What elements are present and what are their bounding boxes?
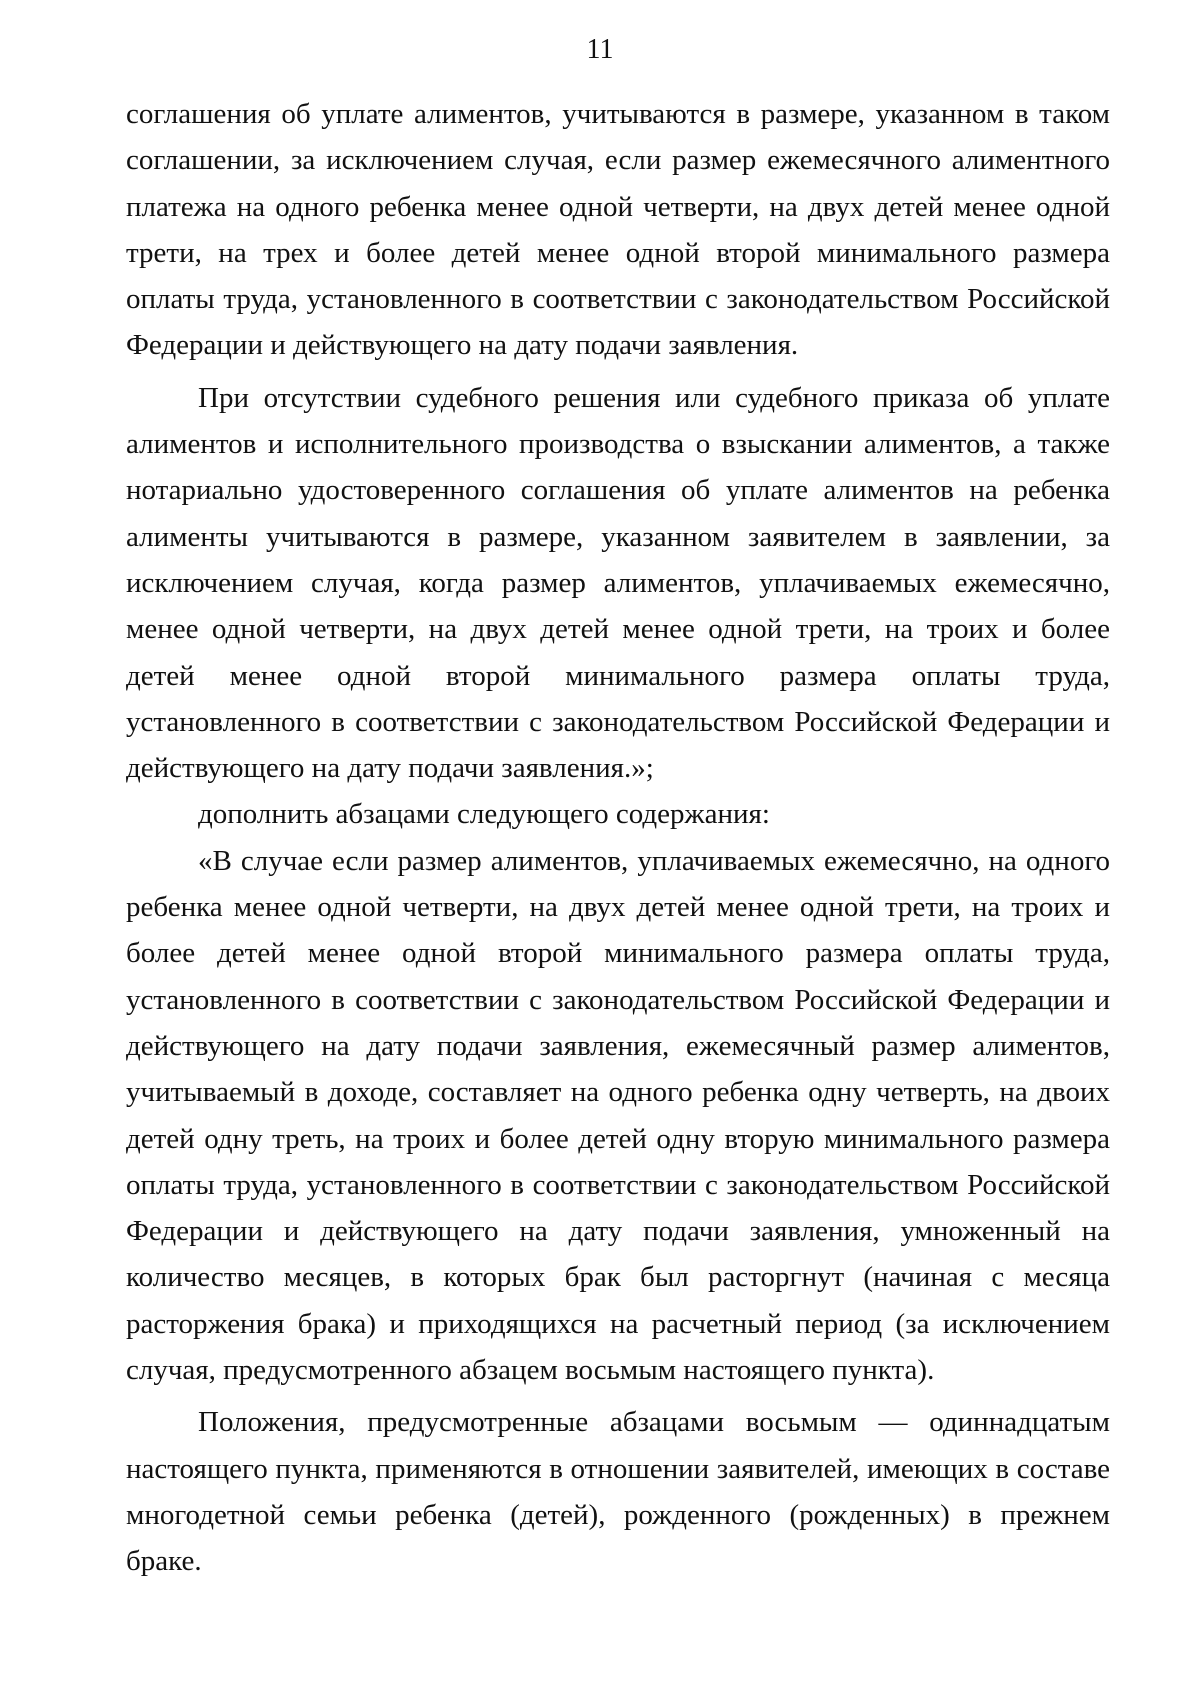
document-body [126, 91, 1110, 1585]
paragraph-alimony-minimum-rule: «В случае если размер алиментов, уплачиваемых ежемесячно, на одного ребенка менее одной четверти, на двух детей менее одной трети, на троих и более детей менее одной второй минимального размера оплаты труда, установленного в соответствии с законодательством Российской Федерации и действующего на дату подачи заявления, ежемесячный размер алиментов, учитываемый в доходе, составляет на одного ребенка одну четверть, на двоих детей одну треть, на троих и более детей одну вторую минимального размера оплаты труда, установленного в соответствии с законодательством Российской Федерации и действующего на дату подачи заявления, умноженный на количество месяцев, в которых брак был расторгнут (начиная с месяца расторжения брака) и приходящихся на расчетный период (за исключением случая, предусмотренного абзацем восьмым настоящего пункта). [126, 844, 1110, 1387]
paragraph-amendment-intro: дополнить абзацами следующего содержания: [198, 798, 770, 831]
paragraph-continuation: соглашения об уплате алиментов, учитываются в размере, указанном в таком соглашении, за исключением случая, если размер ежемесячного алиментного платежа на одного ребенка менее одной четверти, на двух детей менее одной трети, на трех и более детей менее одной второй минимального размера оплаты труда, установленного в соответствии с законодательством Российской Федерации и действующего на дату подачи заявления. [126, 98, 1110, 362]
page-number: 11 [586, 34, 614, 65]
paragraph-applicability: Положения, предусмотренные абзацами восьмым — одиннадцатым настоящего пункта, применяются в отношении заявителей, имеющих в составе многодетной семьи ребенка (детей), рожденного (рожденных) в прежнем браке. [126, 1406, 1110, 1578]
paragraph-absence-of-court-decision: При отсутствии судебного решения или судебного приказа об уплате алиментов и исполнительного производства о взыскании алиментов, а также нотариально удостоверенного соглашения об уплате алиментов на ребенка алименты учитываются в размере, указанном заявителем в заявлении, за исключением случая, когда размер алиментов, уплачиваемых ежемесячно, менее одной четверти, на двух детей менее одной трети, на троих и более детей менее одной второй минимального размера оплаты труда, установленного в соответствии с законодательством Российской Федерации и действующего на дату подачи заявления.»; [126, 381, 1110, 785]
